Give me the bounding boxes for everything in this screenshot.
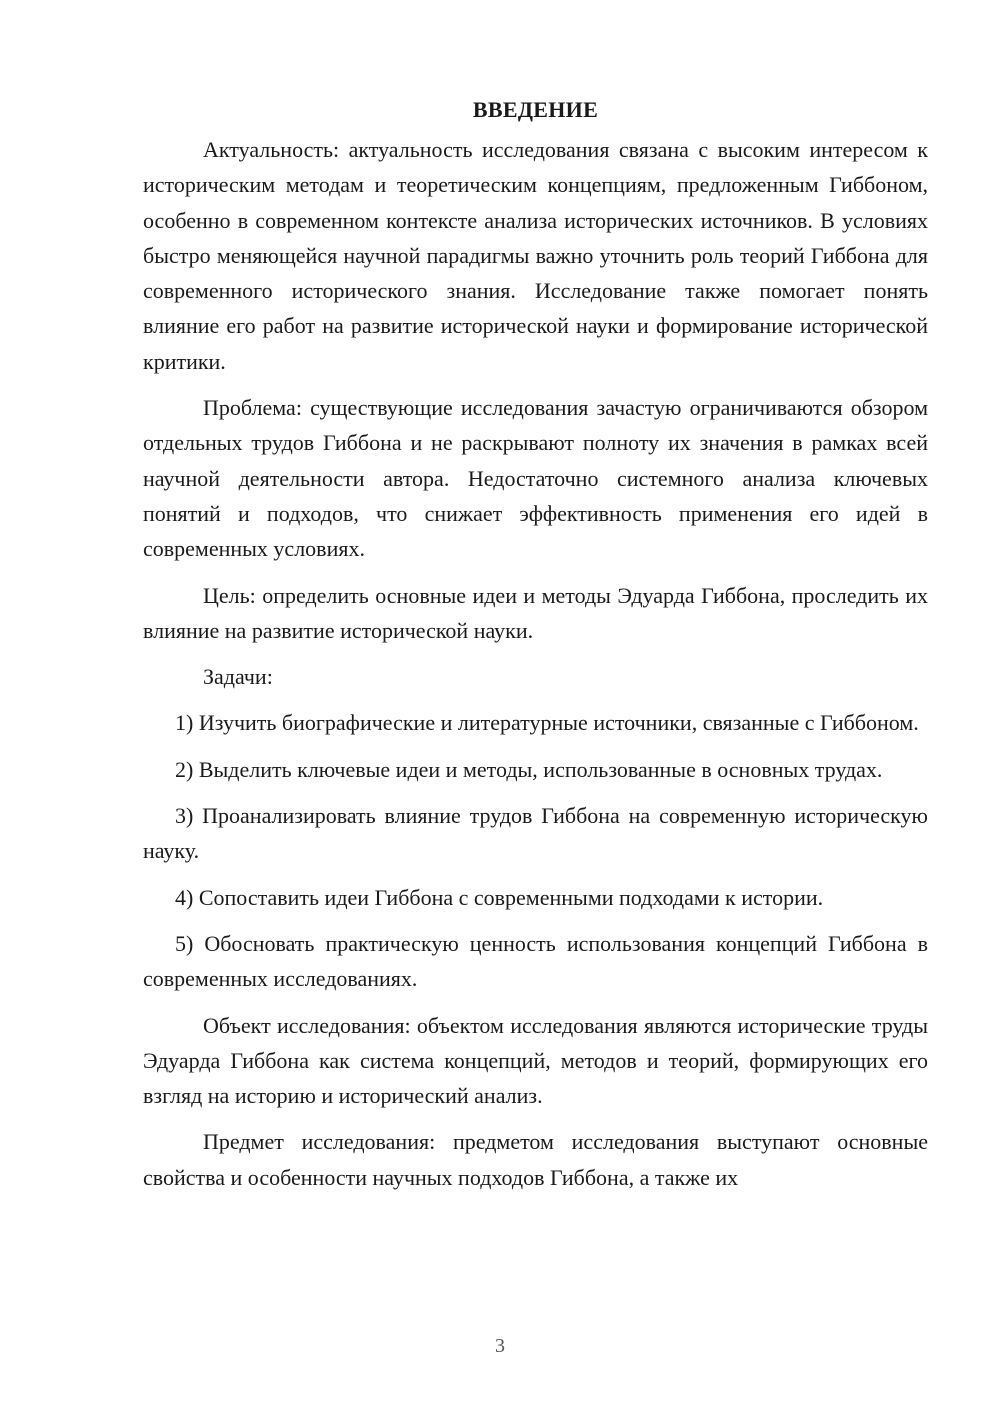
goal-paragraph: Цель: определить основные идеи и методы Эдуарда Гиббона, проследить их влияние на развитие исторической науки. (143, 582, 928, 643)
list-item: 4) Сопоставить идеи Гиббона с современными подходами к истории. (175, 884, 824, 910)
list-item: 2) Выделить ключевые идеи и методы, использованные в основных трудах. (175, 756, 883, 782)
tasks-list (143, 705, 928, 996)
page-number: 3 (495, 1335, 505, 1357)
object-paragraph: Объект исследования: объектом исследования являются исторические труды Эдуарда Гиббона как система концепций, методов и теорий, формирующих его взгляд на историю и исторический анализ. (143, 1012, 928, 1109)
tasks-heading: Задачи: (203, 664, 273, 690)
list-item: 1) Изучить биографические и литературные источники, связанные с Гиббоном. (175, 710, 919, 736)
document-page (143, 92, 928, 1206)
problem-paragraph: Проблема: существующие исследования зачастую ограничиваются обзором отдельных трудов Гиббона и не раскрывают полноту их значения в рамках всей научной деятельности автора. Недостаточно системного анализа ключевых понятий и подходов, что снижает эффективность применения его идей в современных условиях. (143, 395, 928, 562)
subject-paragraph: Предмет исследования: предметом исследования выступают основные свойства и особенности научных подходов Гиббона, а также их (143, 1129, 928, 1190)
relevance-paragraph: Актуальность: актуальность исследования связана с высоким интересом к историческим методам и теоретическим концепциям, предложенным Гиббоном, особенно в современном контексте анализа исторических источников. В условиях быстро меняющейся научной парадигмы важно уточнить роль теорий Гиббона для современного исторического знания. Исследование также помогает понять влияние его работ на развитие исторической науки и формирование исторической критики. (143, 137, 928, 374)
list-item: 3) Проанализировать влияние трудов Гиббона на современную историческую науку. (143, 803, 928, 864)
list-item: 5) Обосновать практическую ценность использования концепций Гиббона в современных исследованиях. (143, 930, 928, 992)
section-title: ВВЕДЕНИЕ (472, 97, 599, 122)
